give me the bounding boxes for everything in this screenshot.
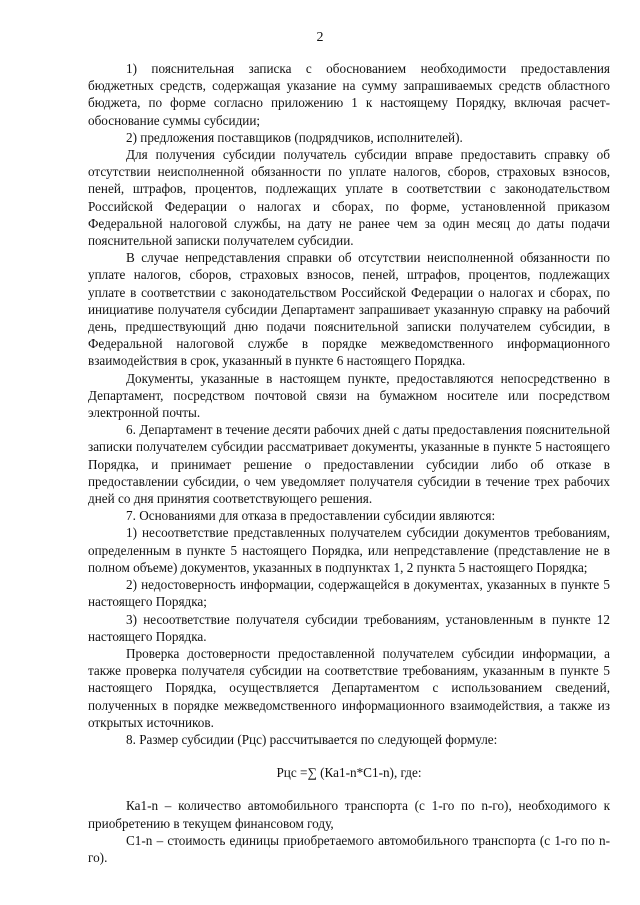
definition-c: С1-n – стоимость единицы приобретаемого автомобильного транспорта (с 1-го по n-го). [88, 832, 610, 865]
page-number: 2 [316, 30, 324, 45]
document-body [88, 60, 610, 866]
paragraph-supplier-proposals: 2) предложения поставщиков (подрядчиков, исполнителей). [126, 129, 463, 145]
paragraph-item-6: 6. Департамент в течение десяти рабочих дней с даты предоставления пояснительной записки получателем субсидии рассматривает документы, указанные в пункте 5 настоящего Порядка, и принимает решение о предоставлении субсидии либо об отказе в предоставлении субсидии, о чем уведомляет получателя субсидии в течение трех рабочих дней со дня принятия соответствующего решения. [88, 422, 610, 507]
paragraph-submission-methods: Документы, указанные в настоящем пункте, предоставляются непосредственно в Департамент, посредством почтовой связи на бумажном носителе или посредством электронной почты. [88, 370, 610, 421]
paragraph-explanatory-note: 1) пояснительная записка с обоснованием необходимости предоставления бюджетных средств, содержащая указание на сумму запрашиваемых средств областного бюджета, по форме согласно приложению 1 к настоящему Порядку, включая расчет-обоснование суммы субсидии; [88, 61, 610, 128]
subsidy-formula: Рцс =∑ (Ка1-n*С1-n), где: [276, 765, 422, 781]
paragraph-refusal-1: 1) несоответствие представленных получателем субсидии документов требованиям, определенным в пункте 5 настоящего Порядка, или непредставление (представление не в полном объеме) документов, указанных в подпунктах 1, 2 пункта 5 настоящего Порядка; [88, 525, 610, 575]
paragraph-certificate-request: В случае непредставления справки об отсутствии неисполненной обязанности по уплате налогов, сборов, страховых взносов, пеней, штрафов, процентов, подлежащих уплате в соответствии с законодательством Российской Федерации о налогах и сборах, по инициативе получателя субсидии Департамент запрашивает указанную справку на рабочий день, предшествующий дню подачи пояснительной записки получателем субсидии, в Федеральной налоговой службе в порядке межведомственного информационного взаимодействия в срок, указанный в пункте 6 настоящего Порядка. [88, 250, 610, 369]
paragraph-item-8: 8. Размер субсидии (Рцс) рассчитывается по следующей формуле: [126, 731, 498, 747]
definition-ka: Ка1-n – количество автомобильного транспорта (с 1-го по n-го), необходимого к приобретению в текущем финансовом году, [88, 798, 610, 831]
paragraph-refusal-3: 3) несоответствие получателя субсидии требованиям, установленным в пункте 12 настоящего Порядка. [88, 611, 610, 644]
paragraph-item-7: 7. Основаниями для отказа в предоставлении субсидии являются: [126, 508, 496, 524]
paragraph-verification: Проверка достоверности предоставленной получателем субсидии информации, а также проверка получателя субсидии на соответствие требованиям, указанным в пункте 5 настоящего Порядка, осуществляется Департаментом с использованием сведений, полученных в порядке межведомственного информационного взаимодействия, а также из открытых источников. [88, 645, 610, 730]
paragraph-tax-certificate: Для получения субсидии получатель субсидии вправе предоставить справку об отсутствии неисполненной обязанности по уплате налогов, сборов, страховых взносов, пеней, штрафов, процентов, подлежащих уплате в соответствии с законодательством Российской Федерации о налогах и сборах, по форме, установленной приказом Федеральной налоговой службы, на дату не ранее чем за один месяц до даты подачи пояснительной записки получателем субсидии. [88, 147, 610, 249]
paragraph-refusal-2: 2) недостоверность информации, содержащейся в документах, указанных в пункте 5 настоящего Порядка; [88, 577, 610, 610]
